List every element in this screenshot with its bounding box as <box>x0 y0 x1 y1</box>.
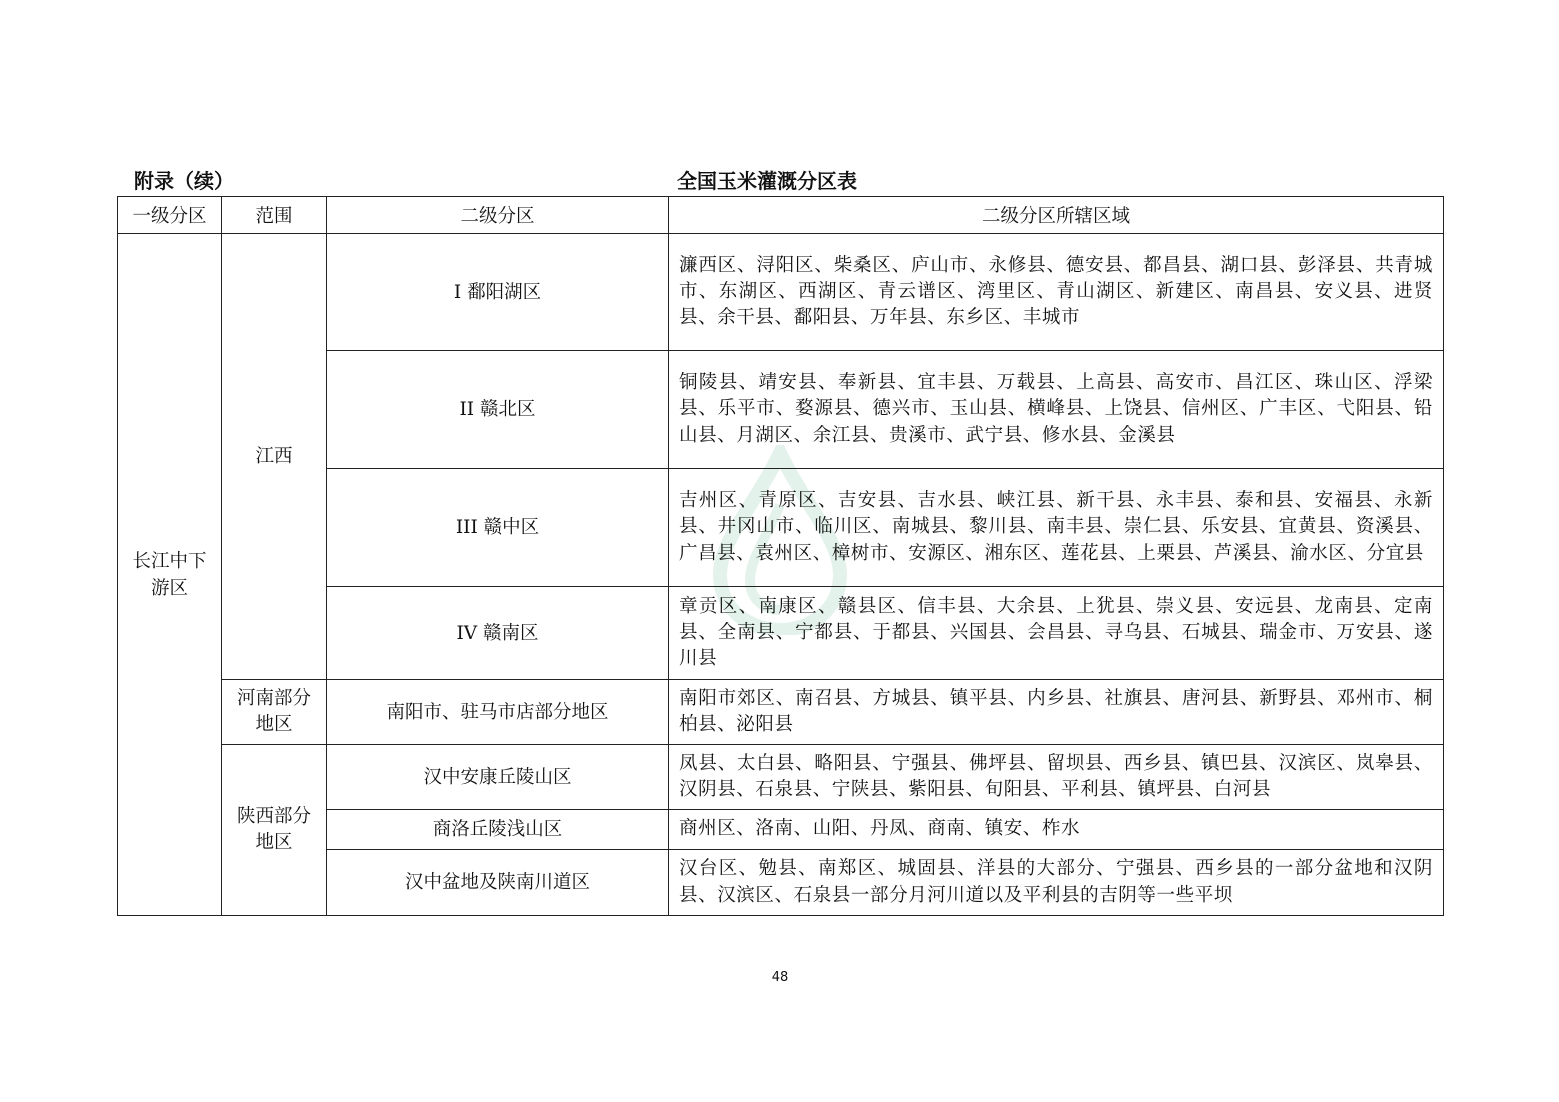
page-number: 48 <box>771 970 789 985</box>
region-cell: 南阳市郊区、南召县、方城县、镇平县、内乡县、社旗县、唐河县、新野县、邓州市、桐柏县、泌阳县 <box>669 680 1444 745</box>
scope-label-shaanxi: 陕西部分地区 <box>236 806 311 853</box>
level2-zone-cell: I 鄱阳湖区 <box>327 234 669 351</box>
region-cell: 铜陵县、靖安县、奉新县、宜丰县、万载县、上高县、高安市、昌江区、珠山区、浮梁县、乐平市、婺源县、德兴市、玉山县、横峰县、上饶县、信州区、广丰区、弋阳县、铅山县、月湖区、余江县、贵溪市、武宁县、修水县、金溪县 <box>669 351 1444 469</box>
level2-zone-cell: 南阳市、驻马市店部分地区 <box>327 680 669 745</box>
scope-cell-henan <box>222 680 327 745</box>
scope-cell-shaanxi <box>222 745 327 916</box>
region-cell: 商州区、洛南、山阳、丹凤、商南、镇安、柞水 <box>669 810 1444 850</box>
level2-zone-cell: IV 赣南区 <box>327 587 669 680</box>
col-header-region: 二级分区所辖区域 <box>669 197 1444 234</box>
region-cell: 濂西区、浔阳区、柴桑区、庐山市、永修县、德安县、都昌县、湖口县、彭泽县、共青城市、东湖区、西湖区、青云谱区、湾里区、青山湖区、新建区、南昌县、安义县、进贤县、余干县、鄱阳县、万年县、东乡区、丰城市 <box>669 234 1444 351</box>
table-header-row <box>118 197 1444 234</box>
table-title: 全国玉米灌溉分区表 <box>677 169 857 193</box>
col-header-scope: 范围 <box>222 197 327 234</box>
level2-zone-cell: II 赣北区 <box>327 351 669 469</box>
region-cell: 汉台区、勉县、南郑区、城固县、洋县的大部分、宁强县、西乡县的一部分盆地和汉阴县、汉滨区、石泉县一部分月河川道以及平利县的吉阴等一些平坝 <box>669 850 1444 916</box>
appendix-label: 附录（续） <box>134 169 234 193</box>
scope-label-henan: 河南部分地区 <box>236 688 311 735</box>
region-cell: 章贡区、南康区、赣县区、信丰县、大余县、上犹县、崇义县、安远县、龙南县、定南县、全南县、宁都县、于都县、兴国县、会昌县、寻乌县、石城县、瑞金市、万安县、遂川县 <box>669 587 1444 680</box>
col-header-level2: 二级分区 <box>327 197 669 234</box>
region-cell: 凤县、太白县、略阳县、宁强县、佛坪县、留坝县、西乡县、镇巴县、汉滨区、岚皋县、汉阴县、石泉县、宁陕县、紫阳县、旬阳县、平利县、镇坪县、白河县 <box>669 745 1444 810</box>
table-row <box>118 234 1444 351</box>
col-header-level1: 一级分区 <box>118 197 222 234</box>
level2-zone-cell: 汉中安康丘陵山区 <box>327 745 669 810</box>
level1-zone-label: 长江中下游区 <box>132 550 207 599</box>
level2-zone-cell: 汉中盆地及陕南川道区 <box>327 850 669 916</box>
level2-zone-cell: 商洛丘陵浅山区 <box>327 810 669 850</box>
region-cell: 吉州区、青原区、吉安县、吉水县、峡江县、新干县、永丰县、泰和县、安福县、永新县、井冈山市、临川区、南城县、黎川县、南丰县、崇仁县、乐安县、宜黄县、资溪县、广昌县、袁州区、樟树市、安源区、湘东区、莲花县、上栗县、芦溪县、渝水区、分宜县 <box>669 469 1444 587</box>
level1-zone-cell <box>118 234 222 916</box>
irrigation-zone-table <box>117 196 1444 916</box>
table-row <box>118 680 1444 745</box>
table-row <box>118 745 1444 810</box>
level2-zone-cell: III 赣中区 <box>327 469 669 587</box>
scope-cell-jiangxi: 江西 <box>222 234 327 680</box>
